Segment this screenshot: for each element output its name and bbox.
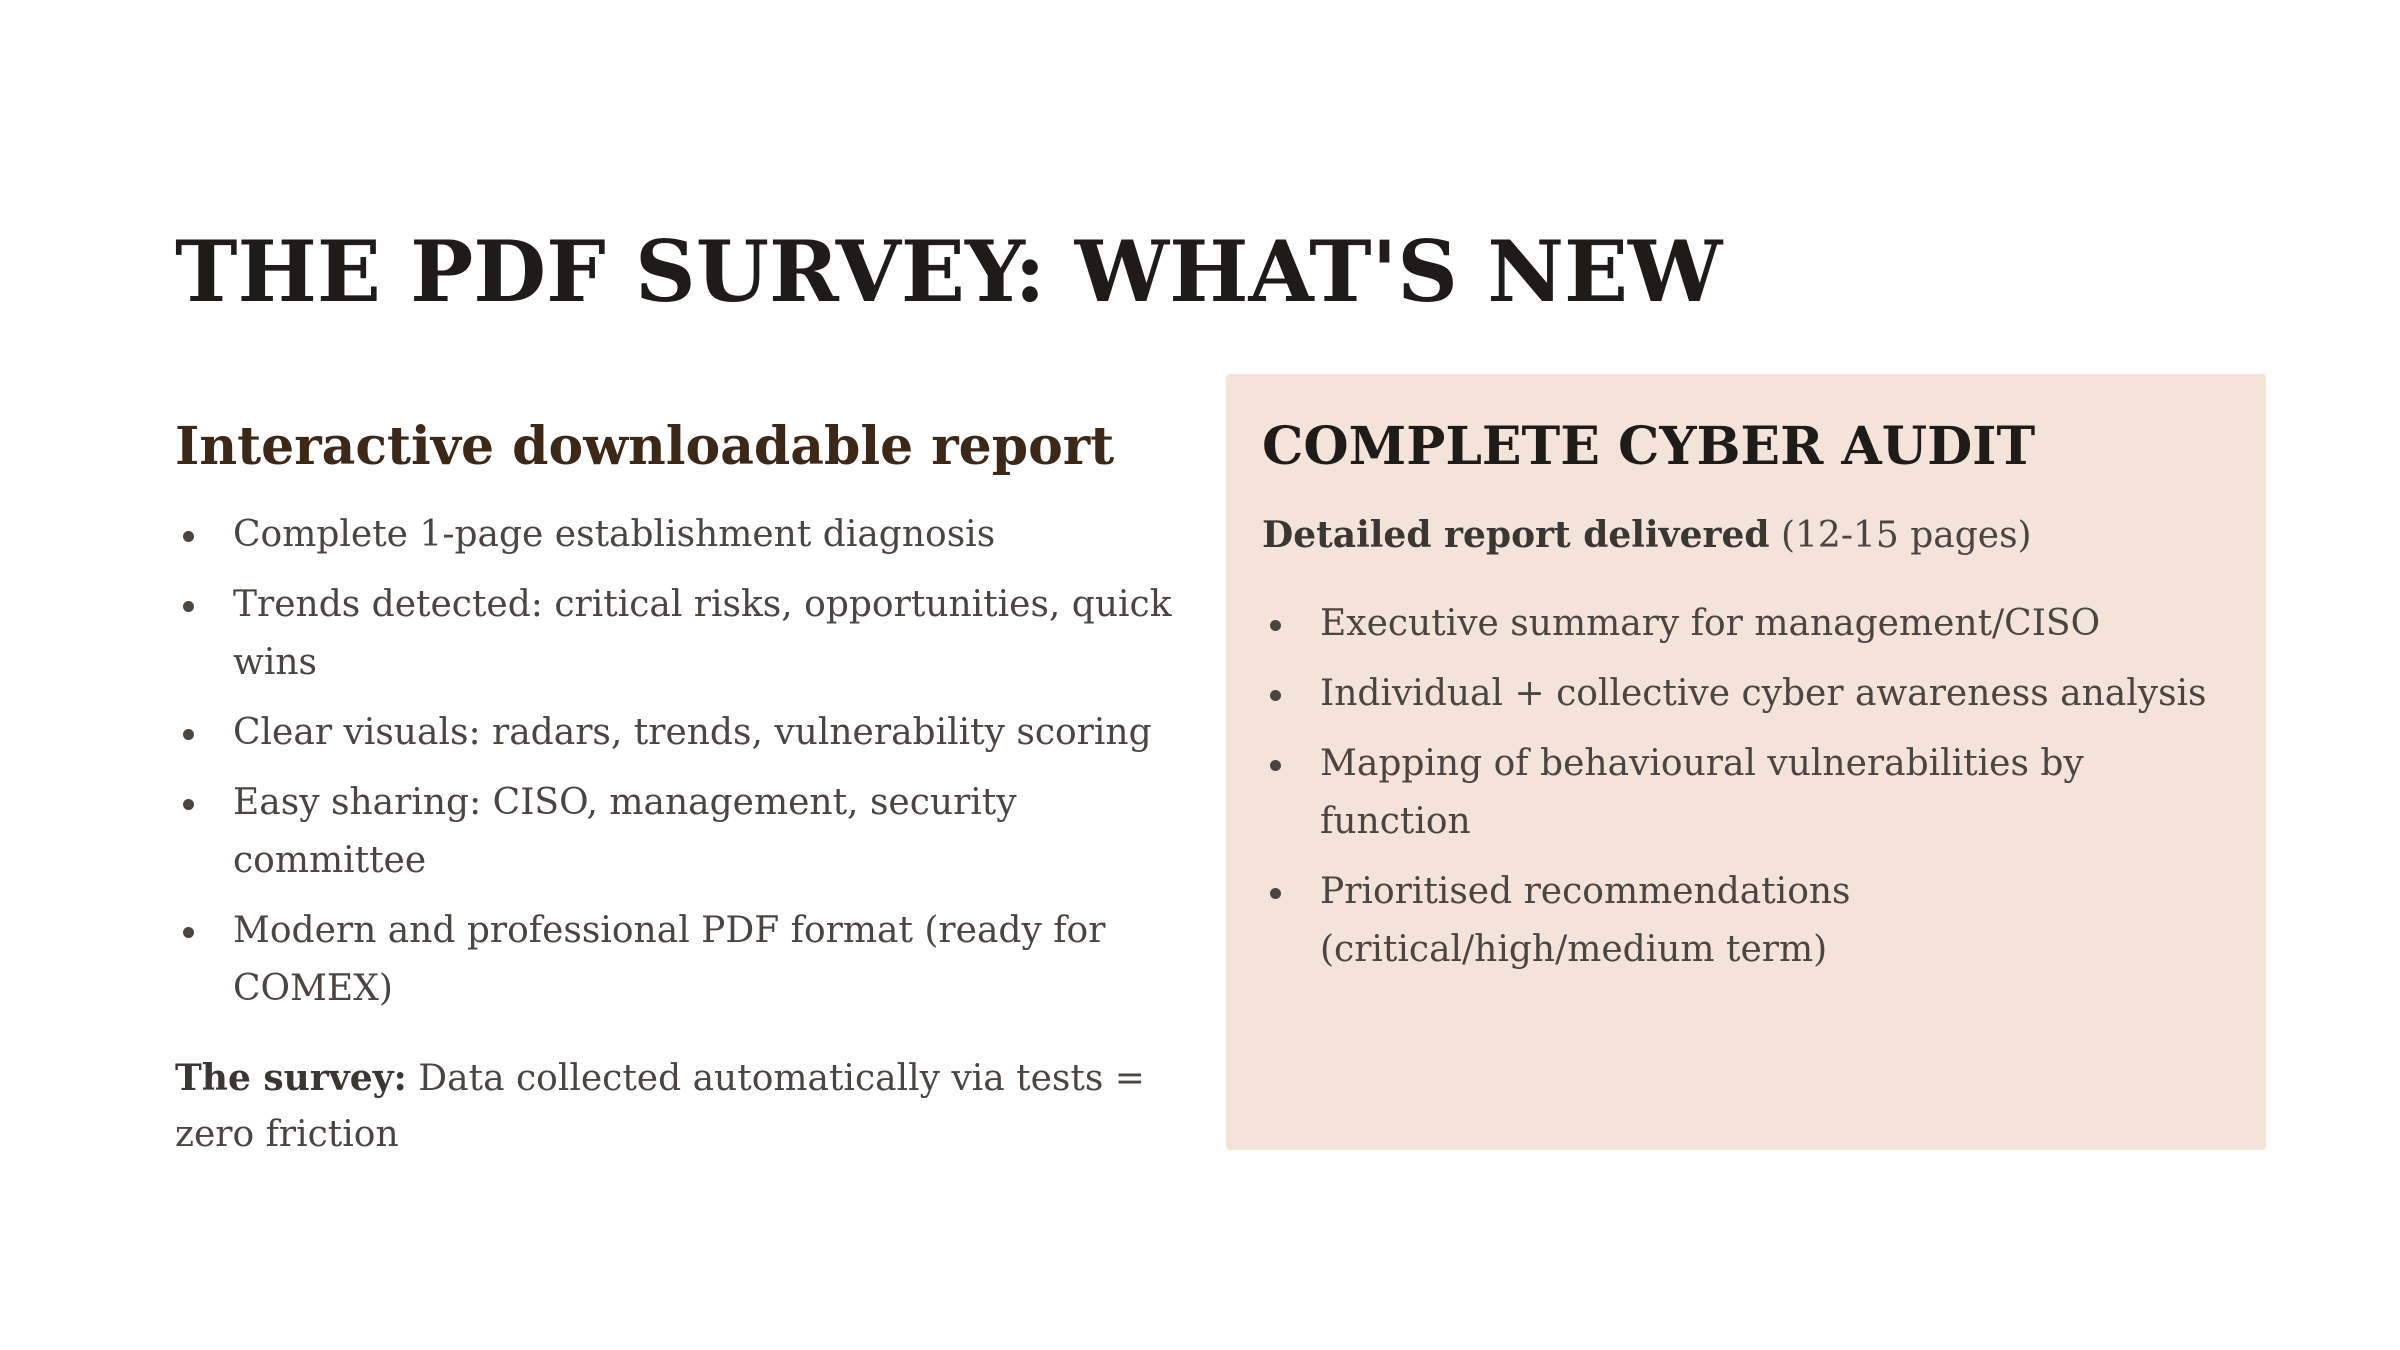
list-item: Modern and professional PDF format (ready for COMEX) [175, 902, 1135, 1018]
list-item: Easy sharing: CISO, management, security committee [175, 774, 1175, 890]
card-heading: COMPLETE CYBER AUDIT [1262, 416, 2036, 477]
left-heading: Interactive downloadable report [175, 416, 1115, 477]
left-bullet-list [175, 506, 1175, 1018]
card-content [1262, 412, 2242, 991]
survey-note-label: The survey: [175, 1057, 407, 1099]
cyber-audit-card [1226, 374, 2266, 1150]
list-item: Executive summary for management/CISO [1262, 595, 2242, 653]
card-subtitle-label: Detailed report delivered [1262, 514, 1770, 556]
survey-note [175, 1050, 1175, 1163]
list-item: Clear visuals: radars, trends, vulnerability scoring [175, 704, 1175, 762]
survey-note-text: Data collected automatically via tests = zero friction [175, 1058, 1145, 1155]
card-subtitle-text: (12-15 pages) [1769, 515, 2032, 556]
card-subtitle [1262, 506, 2242, 565]
card-bullet-list [1262, 595, 2242, 979]
left-column [175, 412, 1175, 1163]
list-item: Prioritised recommendations (critical/high/medium term) [1262, 863, 2242, 979]
list-item: Complete 1-page establishment diagnosis [175, 506, 1175, 564]
list-item: Mapping of behavioural vulnerabilities by function [1262, 735, 2242, 851]
list-item: Trends detected: critical risks, opportunities, quick wins [175, 576, 1175, 692]
slide-title: THE PDF SURVEY: WHAT'S NEW [175, 222, 1723, 321]
list-item: Individual + collective cyber awareness analysis [1262, 665, 2242, 723]
